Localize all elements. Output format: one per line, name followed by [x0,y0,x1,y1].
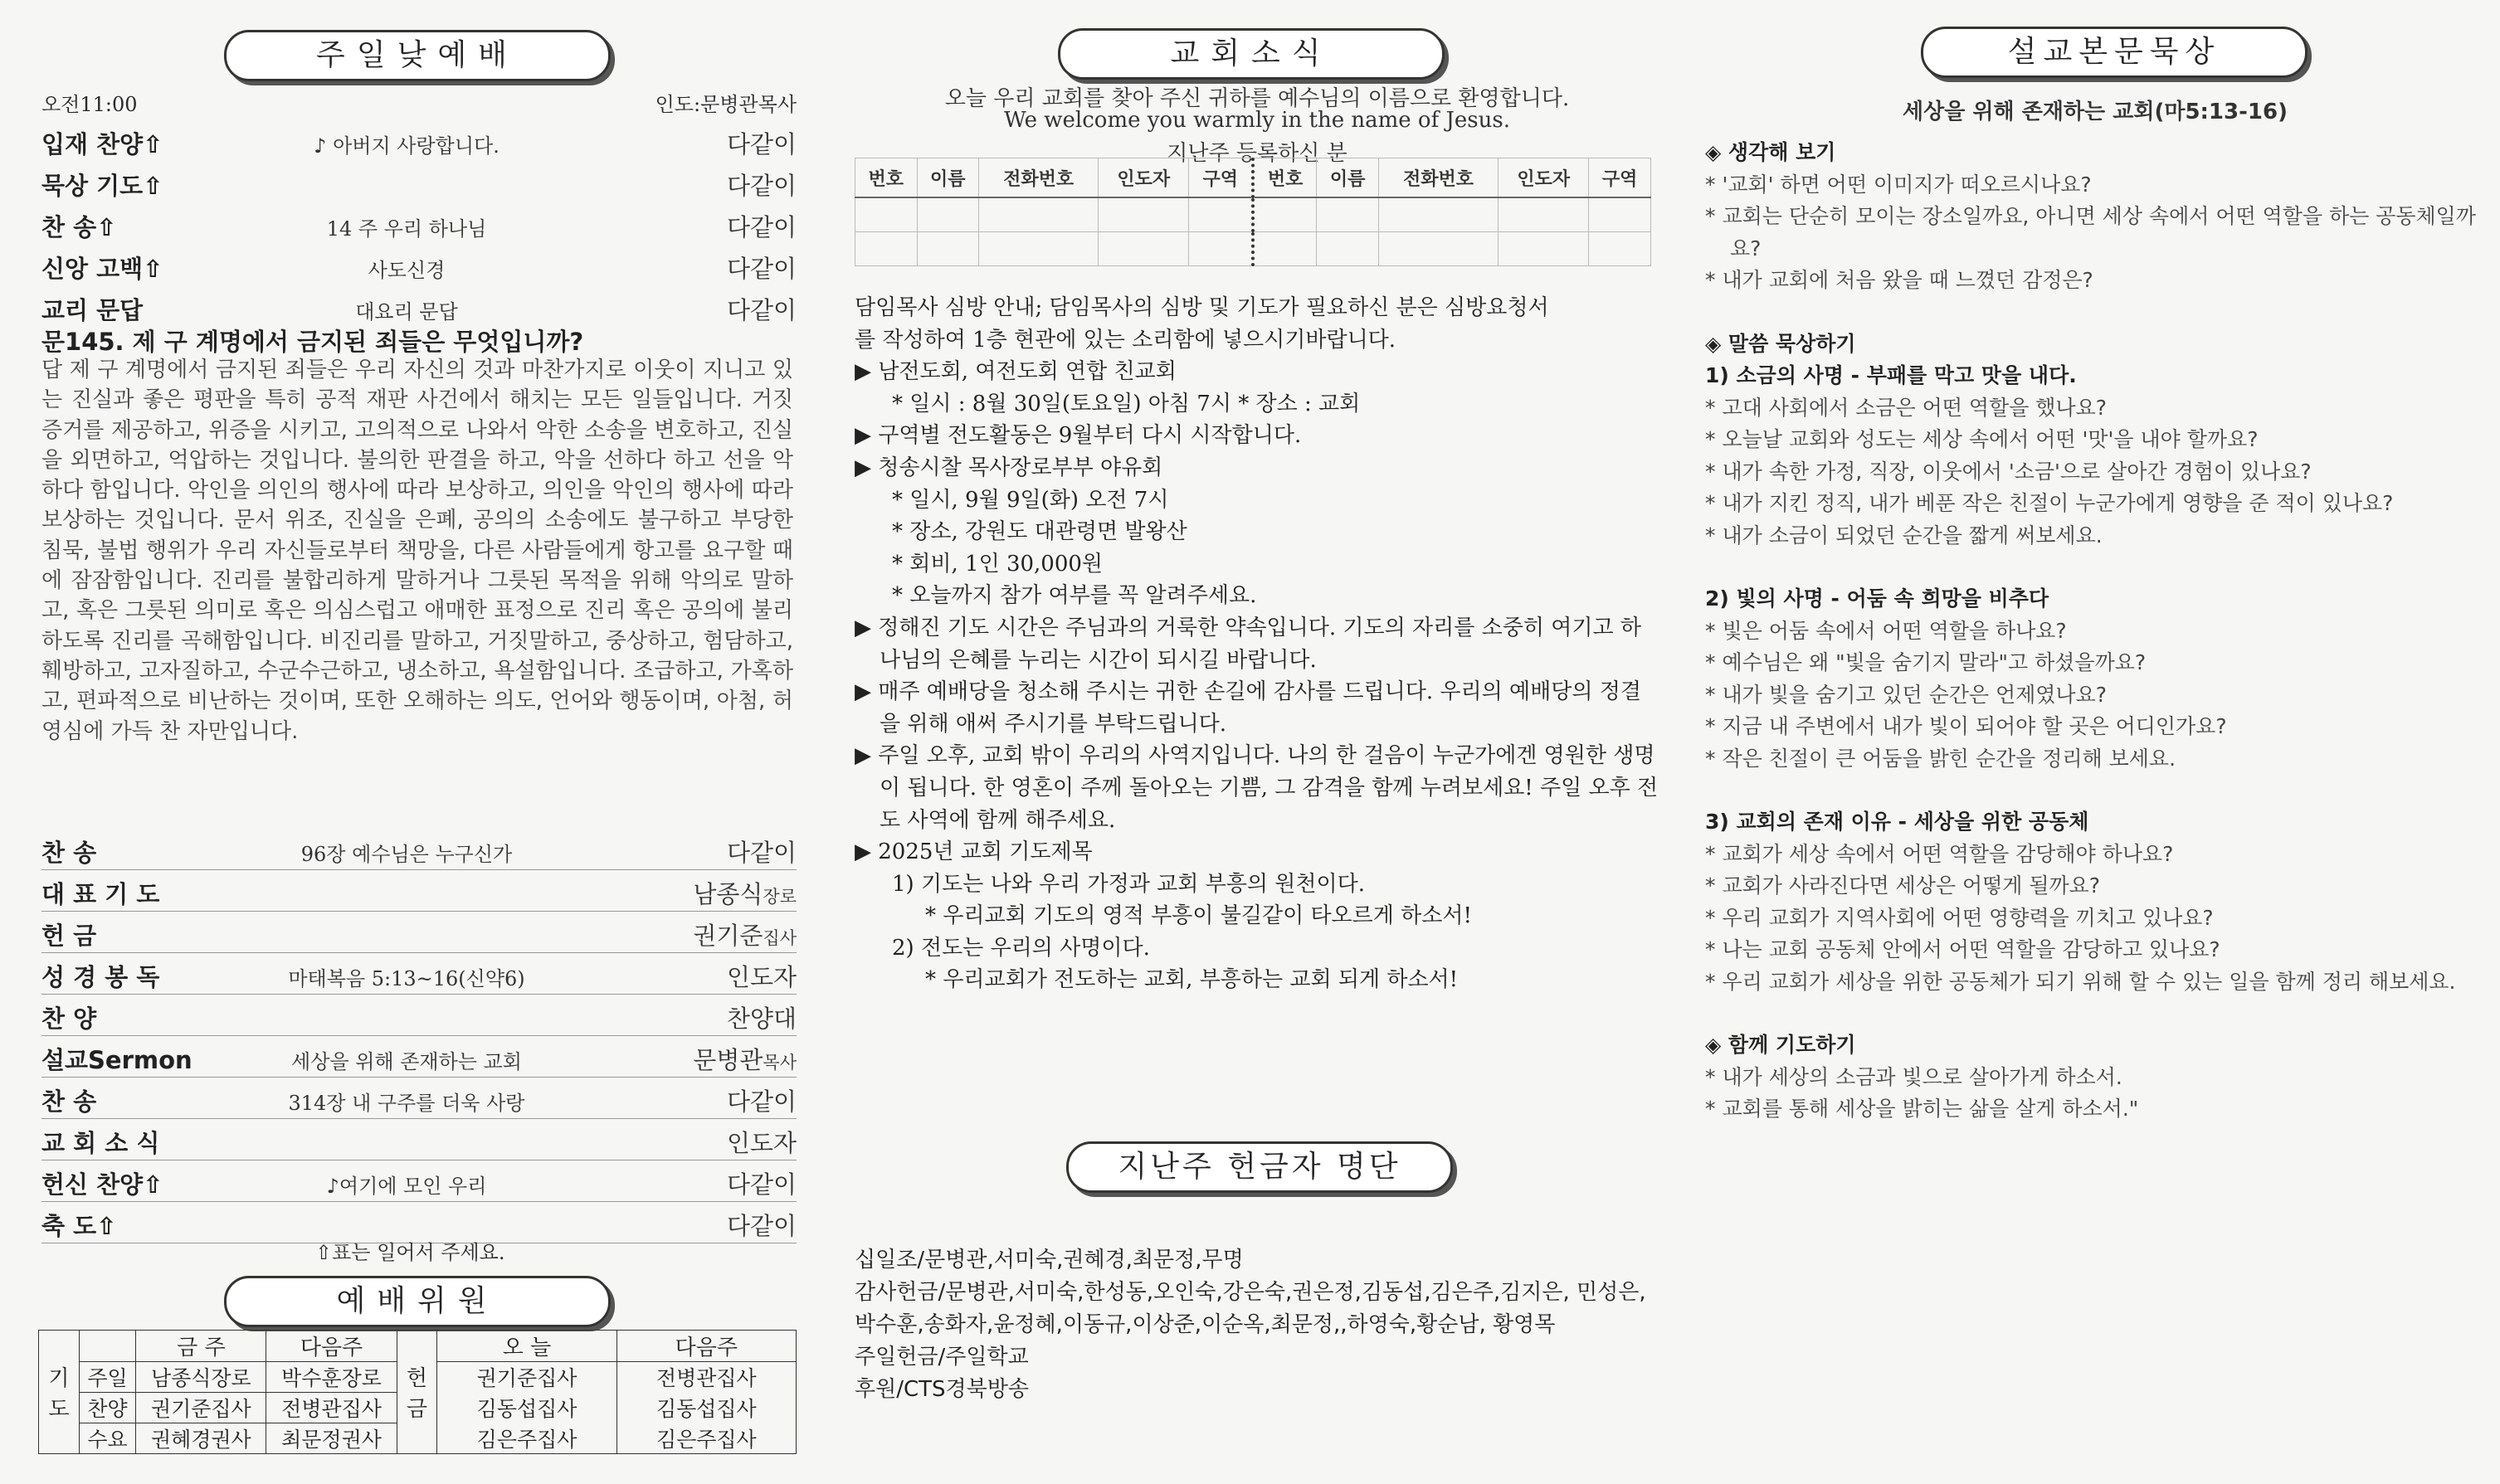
service-leader: 인도:문병관목사 [655,93,797,116]
notice-item: ▶ 청송시찰 목사장로부부 야유회 [855,455,1163,480]
offering-label: 헌금 [397,1331,437,1454]
section-heading: ◈ 말씀 묵상하기 [1705,331,1856,356]
worship-header: 주일낮예배 [224,30,611,81]
notices-list [855,292,1659,996]
meditation-item: * 교회가 사라진다면 세상은 어떻게 될까요? [1705,873,2101,898]
spacer [1705,998,2485,1029]
catechism-answer: 답 제 구 계명에서 금지된 죄들은 우리 자신의 것과 마찬가지로 이웃이 지니고 있는 진실과 좋은 평판을 특히 공적 재판 사건에서 해치는 모든 일들입니다. 거짓 증거를 제공하고, 위증을 시키고, 고의적으로 나와서 악한 소송을 변호하고, 진실을 외면하고, 억압하는 것입니다. 불의한 판결을 하고, 악을 선하다 하고 선을 악하다 함입니다. 악인을 의인의 행사에 따라 보상하고, 의인을 악인의 행사에 따라 보상하는 것입니다. 문서 위조, 진실을 은폐, 공의의 소송에도 불구하고 부당한 침묵, 불법 행위가 우리 자신들로부터 책망을, 다른 사람들에게 항고를 요구할 때에 잠잠함입니다. 진리를 불합리하게 말하거나 그릇된 목적을 위해 악의로 말하고, 혹은 그릇된 의미로 혹은 의심스럽고 애매한 표정으로 진리 혹은 공의에 불리하도록 진리를 곡해함입니다. 비진리를 말하고, 거짓말하고, 중상하고, 험담하고, 훼방하고, 고자질하고, 수군수근하고, 냉소하고, 욕설함입니다. 조급하고, 가혹하고, 편파적으로 비난하는 것이며, 또한 오해하는 의도, 언어와 행동이며, 아첨, 허영심에 가득 찬 자만입니다. [41,358,794,744]
order-item: 설교Sermon 세상을 위해 존재하는 교회 문병관목사 [41,1039,797,1078]
order-item: 헌신 찬양⇧ ♪여기에 모인 우리 다같이 [41,1163,797,1202]
meditation-item: * 교회를 통해 세상을 밝히는 삶을 살게 하소서." [1705,1097,2139,1121]
notice-item: ▶ 정해진 기도 시간은 주님과의 거룩한 약속입니다. 기도의 자리를 소중히 여기고 하나님의 은혜를 누리는 시간이 되시길 바랍니다. [855,615,1641,673]
notice-item: * 일시 : 8월 30일(토요일) 아침 7시 * 장소 : 교회 [892,391,1361,416]
table-row: 수요 권혜경권사 최문정권사 김은주집사 김은주집사 [39,1423,797,1454]
meditation-item: * 교회가 세상 속에서 어떤 역할을 감당해야 하나요? [1705,841,2174,866]
meditation-item: * 내가 빛을 숨기고 있던 순간은 언제였나요? [1705,682,2108,707]
meditation-item: * 내가 지킨 정직, 내가 베푼 작은 친절이 누군가에게 영향을 준 적이 있나요? [1705,491,2394,515]
sermon-meditation-column [1705,0,2485,1484]
meditation-list [1705,137,2485,1126]
notice-item: 담임목사 심방 안내; 담임목사의 심방 및 기도가 필요하신 분은 심방요청서 [855,295,1549,320]
registration-table: 번호 이름 전화번호 인도자 구역 번호 이름 전화번호 인도자 구역 [855,158,1651,266]
order-item: 찬 송⇧ 14 주 우리 하나님 다같이 [41,213,797,241]
order-item: 교 회 소 식 인도자 [41,1122,797,1160]
meditation-item: * 내가 교회에 처음 왔을 때 느꼈던 감정은? [1705,268,2093,292]
prayer-label: 기도 [39,1331,80,1454]
spacer [1705,297,2485,328]
meditation-item: * 내가 세상의 소금과 빛으로 살아가게 하소서. [1705,1064,2122,1089]
table-row: 찬양 권기준집사 전병관집사 김동섭집사 김동섭집사 [39,1393,797,1423]
section-heading: ◈ 함께 기도하기 [1705,1033,1856,1057]
donor-line-thanks: 감사헌금/문병관,서미숙,한성동,오인숙,강은숙,권은정,김동섭,김은주,김지은, 민성은,박수훈,송화자,윤정혜,이동규,이상준,이순옥,최문정,,하영숙,황순남, 황영목 [855,1280,1646,1337]
service-time: 오전11:00 [41,93,138,116]
donor-line-support: 후원/CTS경북방송 [855,1377,1029,1402]
notice-item: 1) 기도는 나와 우리 가정과 교회 부흥의 원천이다. [892,871,1366,897]
meditation-item: * 교회는 단순히 모이는 장소일까요, 아니면 세상 속에서 어떤 역할을 하는 공동체일까요? [1705,204,2476,260]
order-item: 교리 문답 대요리 문답 다같이 [41,296,797,324]
table-row: 주일 남종식장로 박수훈장로 권기준집사 전병관집사 [39,1362,797,1393]
notice-item: * 장소, 강원도 대관령면 발왕산 [892,519,1187,545]
notice-item: ▶ 매주 예배당을 청소해 주시는 귀한 손길에 감사를 드립니다. 우리의 예배당의 정결을 위해 애써 주시기를 부탁드립니다. [855,679,1641,737]
donor-header: 지난주 헌금자 명단 [1066,1141,1453,1193]
order-item: 입재 찬양⇧ ♪ 아버지 사랑합니다. 다같이 [41,130,797,158]
meditation-item: * '교회' 하면 어떤 이미지가 떠오르시나요? [1705,172,2092,197]
donor-list [855,1244,1659,1406]
order-item: 찬 양 찬양대 [41,997,797,1036]
donor-line-sunday: 주일헌금/주일학교 [855,1345,1029,1370]
order-item: 찬 송 96장 예수님은 누구신가 다같이 [41,831,797,870]
meditation-item: * 내가 속한 가정, 직장, 이웃에서 '소금'으로 살아간 경험이 있나요? [1705,459,2312,484]
registration-title: 지난주 등록하신 분 [1167,141,1347,166]
staff-header: 예배위원 [224,1276,611,1327]
notice-item: * 일시, 9월 9일(화) 오전 7시 [892,487,1169,513]
meditation-item: * 내가 소금이 되었던 순간을 짧게 써보세요. [1705,523,2103,547]
order-item: 축 도⇧ 다같이 [41,1204,797,1243]
order-item: 찬 송 314장 내 구주를 더욱 사랑 다같이 [41,1080,797,1119]
meditation-header: 설교본문묵상 [1921,27,2308,78]
church-news-column [855,0,1659,1484]
worship-staff-table: 기도 금 주 다음주 헌금 오 늘 다음주 주일 남종식장로 박수훈장로 권기준집사 전병관집사 찬양 권기준집사 전병관집사 김동섭집사 김동섭집사 수요 권혜경권사 최문정권사 김은주집사 김은주집사 [38,1330,797,1454]
meditation-item: * 예수님은 왜 "빛을 숨기지 말라"고 하셨을까요? [1705,650,2147,674]
order-item: 성 경 봉 독 마태복음 5:13~16(신약6) 인도자 [41,956,797,995]
notice-item: * 오늘까지 참가 여부를 꼭 알려주세요. [892,583,1257,609]
order-item: 대 표 기 도 남종식장로 [41,873,797,912]
meditation-subtitle: 세상을 위해 존재하는 교회(마5:13-16) [1903,100,2288,124]
notice-item: * 회비, 1인 30,000원 [892,551,1104,577]
notice-item: ▶ 구역별 전도활동은 9월부터 다시 시작합니다. [855,423,1302,449]
meditation-item: * 우리 교회가 지역사회에 어떤 영향력을 끼치고 있나요? [1705,905,2214,930]
meditation-item: * 빛은 어둠 속에서 어떤 역할을 하나요? [1705,618,2067,643]
notice-item: ▶ 남전도회, 여전도회 연합 친교회 [855,359,1177,385]
catechism-question: 문145. 제 구 계명에서 금지된 죄들은 무엇입니까? [41,328,584,356]
notice-item: 를 작성하여 1층 현관에 있는 소리함에 넣으시기바랍니다. [855,327,1396,353]
notice-item: 2) 전도는 우리의 사명이다. [892,935,1150,961]
order-item: 신앙 고백⇧ 사도신경 다같이 [41,255,797,283]
spacer [1705,552,2485,583]
meditation-item: * 우리 교회가 세상을 위한 공동체가 되기 위해 할 수 있는 일을 함께 정리 해보세요. [1705,969,2456,994]
spacer [1705,775,2485,806]
meditation-item: * 나는 교회 공동체 안에서 어떤 역할을 감당하고 있나요? [1705,937,2220,961]
section-heading: ◈ 생각해 보기 [1705,140,1836,164]
welcome-korean: 오늘 우리 교회를 찾아 주신 귀하를 예수님의 이름으로 환영합니다. [944,86,1570,111]
worship-order-column [33,0,797,1484]
notice-item: * 우리교회가 전도하는 교회, 부흥하는 교회 되게 하소서! [925,967,1459,993]
meditation-item: * 오늘날 교회와 성도는 세상 속에서 어떤 '맛'을 내야 할까요? [1705,427,2259,451]
order-item: 헌 금 권기준집사 [41,914,797,953]
meditation-item: * 지금 내 주변에서 내가 빛이 되어야 할 곳은 어디인가요? [1705,714,2227,738]
meditation-item: * 고대 사회에서 소금은 어떤 역할을 했나요? [1705,395,2108,420]
welcome-english: We welcome you warmly in the name of Jesus. [1004,108,1510,133]
donor-line-tithe: 십일조/문병관,서미숙,권혜경,최문정,무명 [855,1248,1244,1272]
meditation-item: * 작은 친절이 큰 어둠을 밝힌 순간을 정리해 보세요. [1705,746,2176,771]
section-heading: 3) 교회의 존재 이유 - 세상을 위한 공동체 [1705,810,2089,834]
news-header: 교회소식 [1058,28,1445,80]
notice-item: ▶ 주일 오후, 교회 밖이 우리의 사역지입니다. 나의 한 걸음이 누군가에겐 영원한 생명이 됩니다. 한 영혼이 주께 돌아오는 기쁨, 그 감격을 함께 누려보세요! 주일 오후 전도 사역에 함께 해주세요. [855,743,1659,833]
standing-note: ⇧표는 일어서 주세요. [315,1241,505,1264]
section-heading: 2) 빛의 사명 - 어둠 속 희망을 비추다 [1705,586,2049,611]
notice-item: ▶ 2025년 교회 기도제목 [855,839,1093,865]
section-heading: 1) 소금의 사명 - 부패를 막고 맛을 내다. [1705,363,2077,387]
notice-item: * 우리교회 기도의 영적 부흥이 불길같이 타오르게 하소서! [925,903,1472,929]
order-item: 묵상 기도⇧ 다같이 [41,172,797,200]
